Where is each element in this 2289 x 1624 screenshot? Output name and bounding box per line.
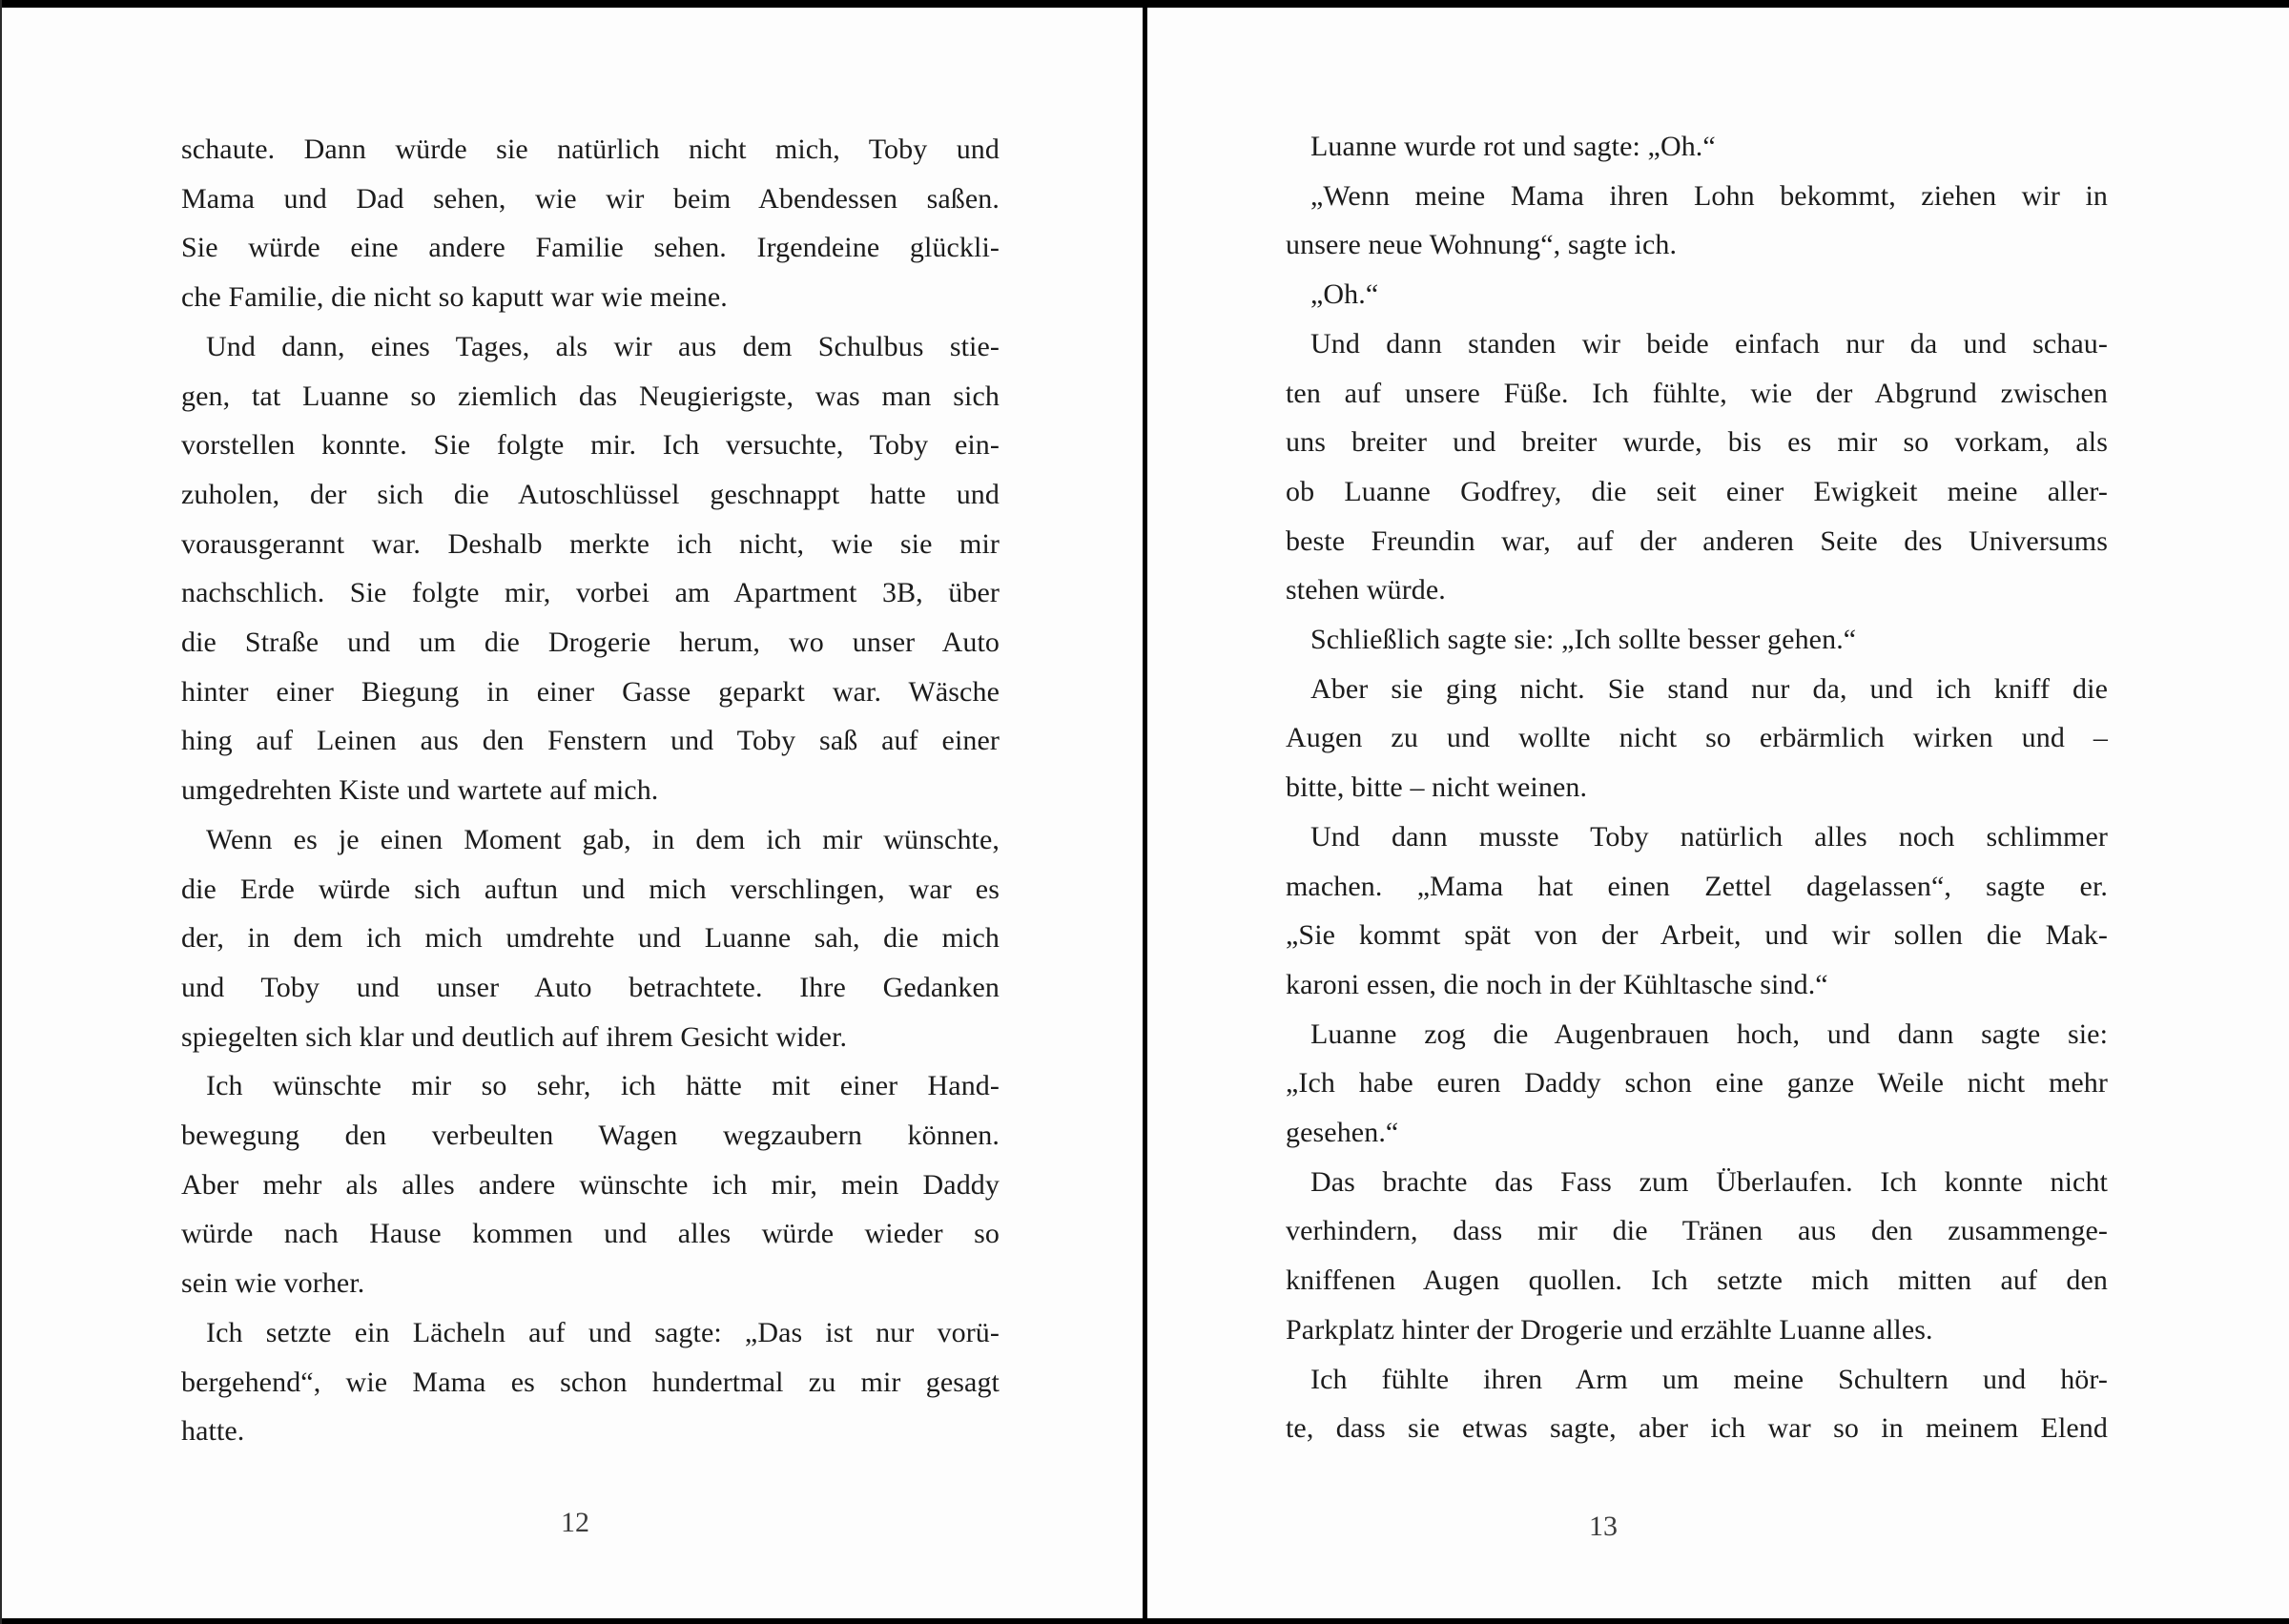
text-line: bitte, bitte – nicht weinen.	[1286, 771, 1588, 804]
text-line: unsere neue Wohnung“, sagte ich.	[1286, 229, 1678, 261]
text-line: machen. „Mama hat einen Zettel dagelassen“, sagte er.	[1286, 870, 2108, 902]
text-line: Und dann standen wir beide einfach nur da und schau-	[1310, 327, 2108, 360]
text-line: Aber mehr als alles andere wünschte ich mir, mein Daddy	[181, 1168, 1000, 1201]
text-line: würde nach Hause kommen und alles würde wieder so	[181, 1218, 1000, 1250]
text-line: Luanne wurde rot und sagte: „Oh.“	[1310, 131, 1716, 162]
text-line: Ich setzte ein Lächeln auf und sagte: „Das ist nur vorü-	[206, 1316, 1000, 1348]
text-line: „Wenn meine Mama ihren Lohn bekommt, ziehen wir in	[1310, 179, 2108, 212]
text-line: Das brachte das Fass zum Überlaufen. Ich konnte nicht	[1310, 1165, 2108, 1198]
left-edge-line	[0, 0, 2, 1624]
text-line: che Familie, die nicht so kaputt war wie meine.	[181, 281, 728, 314]
text-line: ob Luanne Godfrey, die seit einer Ewigkeit meine aller-	[1286, 475, 2108, 507]
text-line: hinter einer Biegung in einer Gasse geparkt war. Wäsche	[181, 675, 1000, 708]
text-line: karoni essen, die noch in der Kühltasche sind.“	[1286, 968, 1828, 1000]
text-line: die Straße und um die Drogerie herum, wo unser Auto	[181, 627, 1000, 659]
text-line: und Toby und unser Auto betrachtete. Ihre Gedanken	[181, 971, 1000, 1003]
text-line: Luanne zog die Augenbrauen hoch, und dann sagte sie:	[1310, 1018, 2108, 1050]
text-line: Ich wünschte mir so sehr, ich hätte mit einer Hand-	[206, 1070, 1000, 1102]
text-line: bewegung den verbeulten Wagen wegzaubern können.	[181, 1120, 1000, 1152]
text-line: schaute. Dann würde sie natürlich nicht mich, Toby und	[181, 134, 1000, 165]
page-left-number: 12	[561, 1507, 589, 1538]
text-line: Parkplatz hinter der Drogerie und erzählte Luanne alles.	[1286, 1313, 1933, 1346]
text-line: Und dann musste Toby natürlich alles noch schlimmer	[1310, 820, 2108, 853]
text-line: vorstellen konnte. Sie folgte mir. Ich versuchte, Toby ein-	[181, 429, 1000, 462]
text-line: Sie würde eine andere Familie sehen. Irgendeine glückli-	[181, 232, 1000, 264]
text-line: „Ich habe euren Daddy schon eine ganze Weile nicht mehr	[1286, 1067, 2108, 1100]
text-line: te, dass sie etwas sagte, aber ich war so in meinem Elend	[1286, 1412, 2108, 1445]
text-line: verhindern, dass mir die Tränen aus den zusammenge-	[1286, 1215, 2108, 1247]
text-line: kniffenen Augen quollen. Ich setzte mich mitten auf den	[1286, 1264, 2108, 1297]
text-line: hing auf Leinen aus den Fenstern und Toby saß auf einer	[181, 725, 1000, 757]
text-line: zuholen, der sich die Autoschlüssel geschnappt hatte und	[181, 478, 1000, 510]
text-line: „Sie kommt spät von der Arbeit, und wir sollen die Mak-	[1286, 919, 2108, 952]
page-left-text	[181, 125, 1000, 1456]
spine-divider	[1143, 0, 1147, 1624]
text-line: Aber sie ging nicht. Sie stand nur da, und ich kniff die	[1310, 672, 2108, 705]
text-line: umgedrehten Kiste und wartete auf mich.	[181, 774, 659, 807]
text-line: uns breiter und breiter wurde, bis es mir so vorkam, als	[1286, 426, 2108, 459]
text-line: vorausgerannt war. Deshalb merkte ich nicht, wie sie mir	[181, 527, 1000, 560]
page-right-text	[1286, 122, 2108, 1453]
text-line: spiegelten sich klar und deutlich auf ihrem Gesicht wider.	[181, 1020, 848, 1053]
text-line: sein wie vorher.	[181, 1267, 365, 1300]
text-line: beste Freundin war, auf der anderen Seite des Universums	[1286, 524, 2108, 557]
text-line: Mama und Dad sehen, wie wir beim Abendessen saßen.	[181, 182, 1000, 215]
text-line: gesehen.“	[1286, 1117, 1399, 1149]
text-line: Augen zu und wollte nicht so erbärmlich wirken und –	[1286, 722, 2108, 754]
text-line: „Oh.“	[1310, 278, 1379, 311]
text-line: die Erde würde sich auftun und mich verschlingen, war es	[181, 873, 1000, 905]
text-line: Wenn es je einen Moment gab, in dem ich mir wünschte,	[206, 823, 1000, 855]
text-line: stehen würde.	[1286, 574, 1446, 606]
text-line: hatte.	[181, 1415, 245, 1448]
text-line: nachschlich. Sie folgte mir, vorbei am Apartment 3B, über	[181, 577, 1000, 609]
text-line: gen, tat Luanne so ziemlich das Neugierigste, was man sich	[181, 380, 1000, 412]
text-line: der, in dem ich mich umdrehte und Luanne sah, die mich	[181, 922, 1000, 955]
text-line: bergehend“, wie Mama es schon hundertmal zu mir gesagt	[181, 1366, 1000, 1398]
text-line: Und dann, eines Tages, als wir aus dem Schulbus stie-	[206, 330, 1000, 362]
text-line: ten auf unsere Füße. Ich fühlte, wie der Abgrund zwischen	[1286, 377, 2108, 409]
text-line: Ich fühlte ihren Arm um meine Schultern und hör-	[1310, 1363, 2108, 1395]
text-line: Schließlich sagte sie: „Ich sollte besser gehen.“	[1310, 624, 1857, 656]
page-right-number: 13	[1589, 1511, 1618, 1542]
